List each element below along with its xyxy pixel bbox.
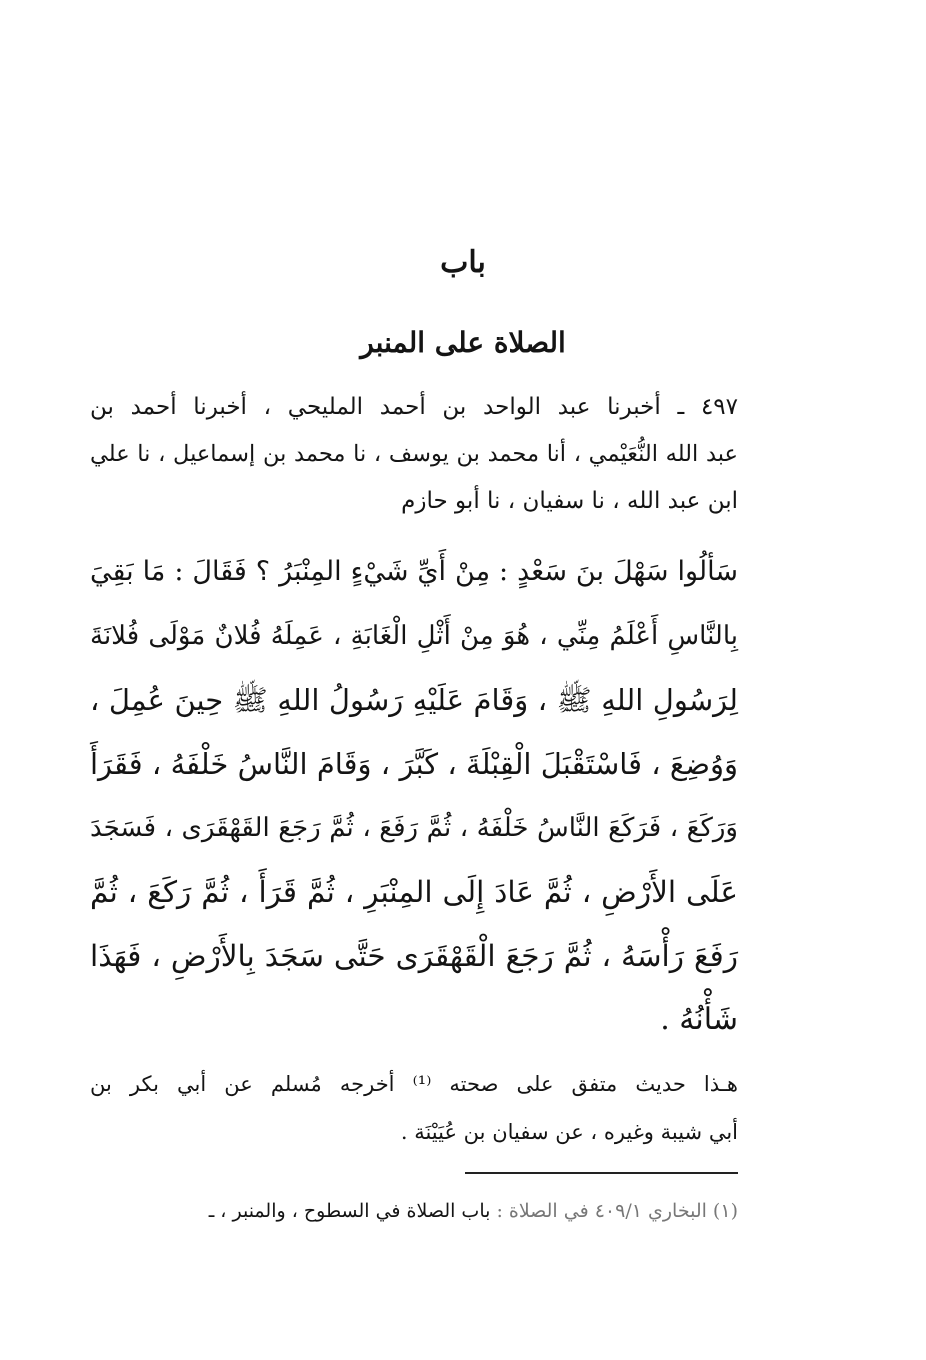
matn-line: وَوُضِعَ ، فَاسْتَقْبَلَ الْقِبْلَةَ ، كَبَّرَ ، وَقَامَ النَّاسُ خَلْفَهُ ، فَقَرَأَ [90,747,738,781]
hadith-isnad [90,384,738,525]
hadith-matn [90,540,738,1052]
matn-line: رَفَعَ رَأْسَهُ ، ثُمَّ رَجَعَ الْقَهْقَرَى حَتَّى سَجَدَ بِالأَرْضِ ، فَهَذَا [90,939,738,973]
matn-line: لِرَسُولِ اللهِ ﷺ ، وَقَامَ عَلَيْهِ رَسُولُ اللهِ ﷺ حِينَ عُمِلَ ، [90,683,738,717]
matn-line: وَرَكَعَ ، فَرَكَعَ النَّاسُ خَلْفَهُ ، ثُمَّ رَفَعَ ، ثُمَّ رَجَعَ القَهْقَرَى ، فَسَجَدَ [90,813,738,843]
takhrij-line: أبي شيبة وغيره ، عن سفيان بن عُيَيْنَة . [400,1120,738,1144]
matn-line: عَلَى الأَرْضِ ، ثُمَّ عَادَ إِلَى المِنْبَرِ ، ثُمَّ قَرَأَ ، ثُمَّ رَكَعَ ، ثُمَّ [90,875,738,909]
footnote-divider [465,1172,738,1174]
footnote-reference: (١) البخاري ٤٠٩/١ في الصلاة : [496,1200,738,1222]
matn-line: بِالنَّاسِ أَعْلَمُ مِنِّي ، هُوَ مِنْ أَثْلِ الْغَابَةِ ، عَمِلَهُ فُلانٌ مَوْلَى فُلانَةَ [90,621,738,651]
isnad-line: ٤٩٧ ـ أخبرنا عبد الواحد بن أحمد المليحي ، أخبرنا أحمد بن [90,394,738,420]
footnote-text: باب الصلاة في السطوح ، والمنبر ، ـ [208,1200,497,1222]
matn-line: شَأْنُهُ . [660,1002,738,1037]
isnad-line: عبد الله النُّعَيْمي ، أنا محمد بن يوسف ، نا محمد بن إسماعيل ، نا علي [90,441,738,467]
chapter-heading: باب [440,245,486,280]
isnad-line: ابن عبد الله ، نا سفيان ، نا أبو حازم [401,488,738,514]
footnote [68,1200,738,1222]
matn-line: سَألُوا سَهْلَ بنَ سَعْدٍ : مِنْ أَيِّ شَيْءٍ المِنْبَرُ ؟ فَقَالَ : مَا بَقِيَ [90,556,738,587]
takhrij-line: هـذا حديث متفق على صحته ⁽¹⁾ أخرجه مُسلم عن أبي بكر بن [90,1072,738,1096]
hadith-takhrij [90,1060,738,1156]
section-title: الصلاة على المنبر [360,326,566,359]
